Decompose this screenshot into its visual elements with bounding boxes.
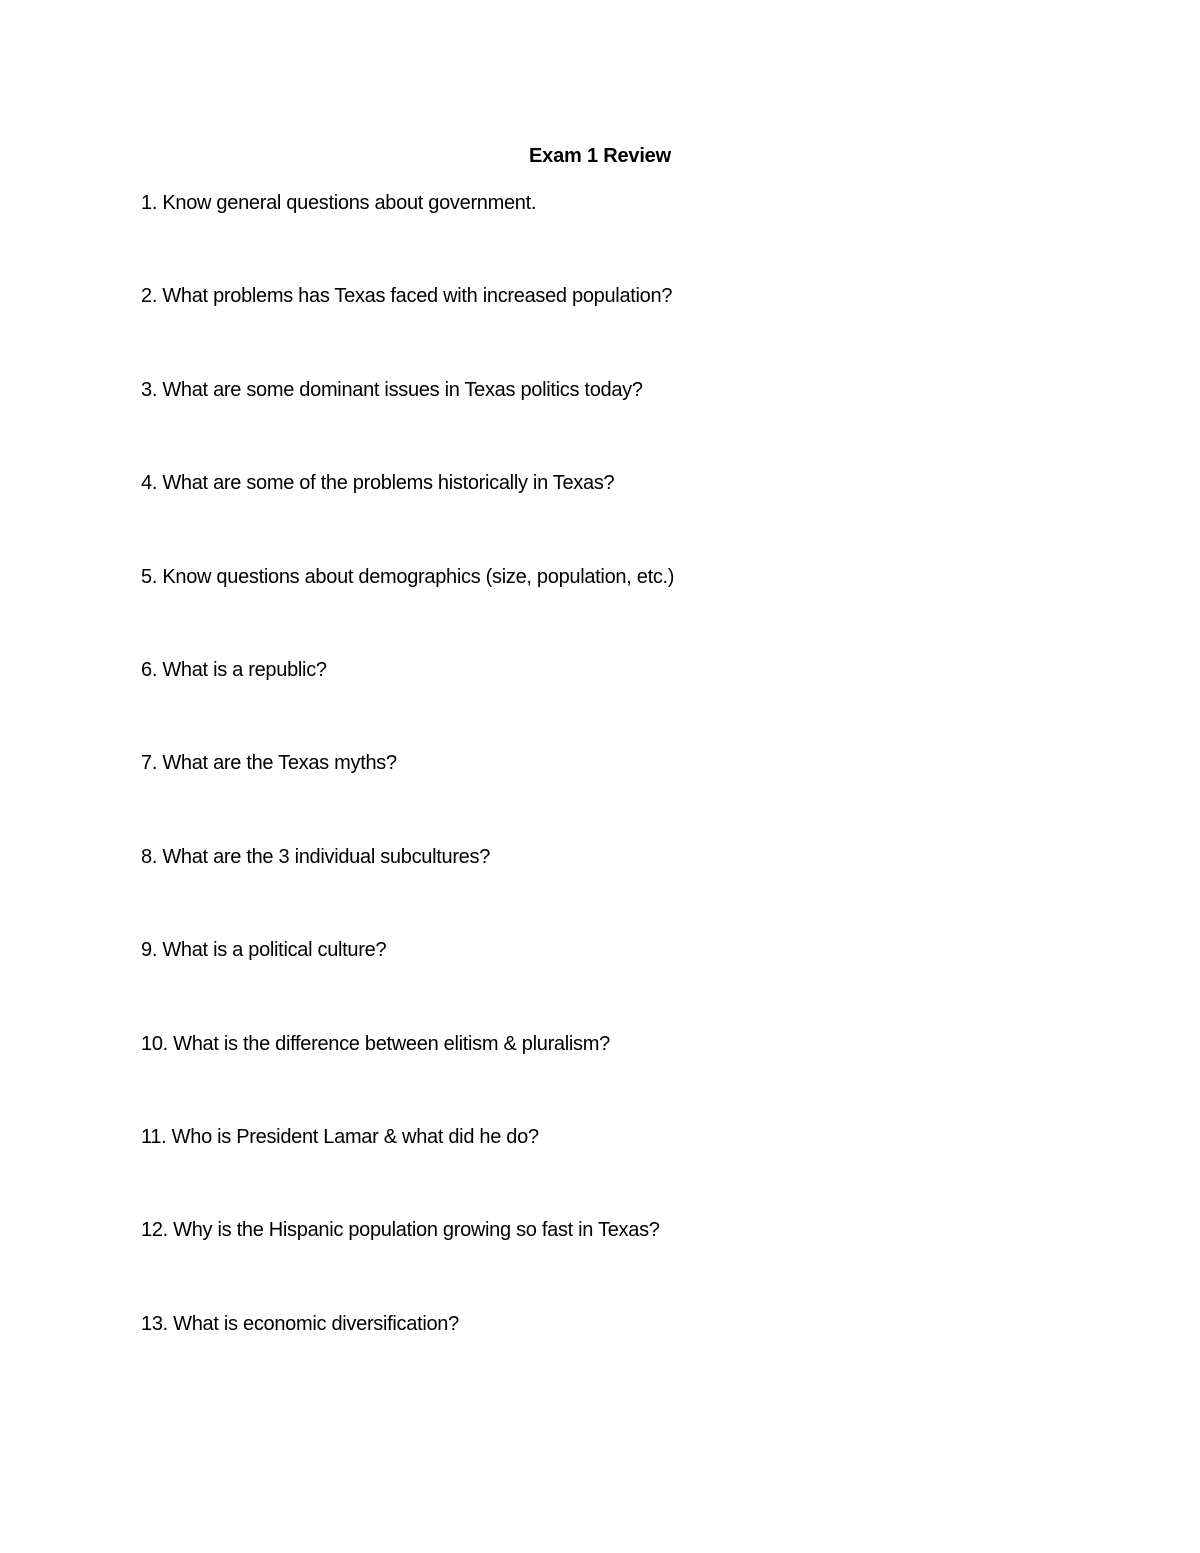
page-title: Exam 1 Review: [529, 145, 671, 167]
question-item: 1. Know general questions about government.: [141, 192, 537, 214]
question-item: 6. What is a republic?: [141, 658, 327, 681]
question-item: 10. What is the difference between elitism & pluralism?: [141, 1032, 610, 1055]
question-item: 13. What is economic diversification?: [141, 1312, 459, 1335]
question-item: 2. What problems has Texas faced with increased population?: [141, 285, 673, 308]
question-item: 4. What are some of the problems historically in Texas?: [141, 472, 615, 495]
question-item: 11. Who is President Lamar & what did he do?: [141, 1125, 539, 1148]
question-item: 12. Why is the Hispanic population growing so fast in Texas?: [141, 1219, 660, 1242]
question-item: 5. Know questions about demographics (size, population, etc.): [141, 565, 675, 588]
question-item: 9. What is a political culture?: [141, 939, 387, 962]
question-item: 7. What are the Texas myths?: [141, 752, 397, 775]
question-item: 3. What are some dominant issues in Texas politics today?: [141, 378, 643, 401]
question-item: 8. What are the 3 individual subcultures?: [141, 845, 491, 868]
question-list: [141, 190, 1101, 1404]
